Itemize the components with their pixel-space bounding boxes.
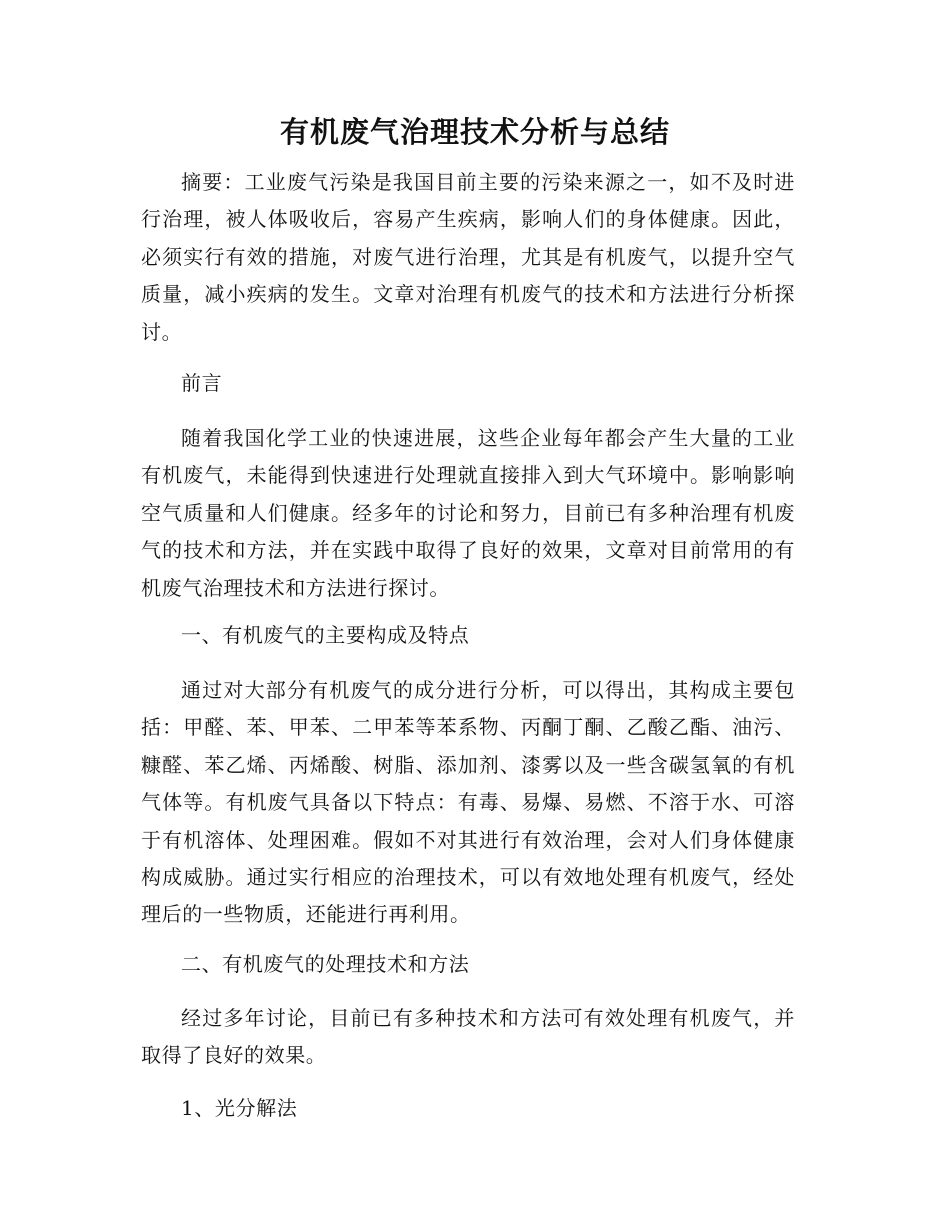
abstract-paragraph: 摘要：工业废气污染是我国目前主要的污染来源之一，如不及时进行治理，被人体吸收后，容易产生疾病，影响人们的身体健康。因此，必须实行有效的措施，对废气进行治理，尤其是有机废气，以提升空气质量，减小疾病的发生。文章对治理有机废气的技术和方法进行分析探讨。 <box>141 170 795 344</box>
section-2-paragraph: 经过多年讨论，目前已有多种技术和方法可有效处理有机废气，并取得了良好的效果。 <box>141 1006 795 1068</box>
subsection-heading-1: 1、光分解法 <box>181 1096 298 1120</box>
section-heading-2: 二、有机废气的处理技术和方法 <box>181 952 470 976</box>
section-heading-1: 一、有机废气的主要构成及特点 <box>181 623 470 647</box>
document-title: 有机废气治理技术分析与总结 <box>279 115 670 149</box>
section-1-paragraph: 通过对大部分有机废气的成分进行分析，可以得出，其构成主要包括：甲醛、苯、甲苯、二甲苯等苯系物、丙酮丁酮、乙酸乙酯、油污、糠醛、苯乙烯、丙烯酸、树脂、添加剂、漆雾以及一些含碳氢氧的有机气体等。有机废气具备以下特点：有毒、易爆、易燃、不溶于水、可溶于有机溶体、处理困难。假如不对其进行有效治理，会对人们身体健康构成威胁。通过实行相应的治理技术，可以有效地处理有机废气，经处理后的一些物质，还能进行再利用。 <box>141 678 795 927</box>
preface-heading: 前言 <box>181 371 223 395</box>
intro-paragraph: 随着我国化学工业的快速进展，这些企业每年都会产生大量的工业有机废气，未能得到快速进行处理就直接排入到大气环境中。影响影响空气质量和人们健康。经多年的讨论和努力，目前已有多种治理有机废气的技术和方法，并在实践中取得了良好的效果，文章对目前常用的有机废气治理技术和方法进行探讨。 <box>141 426 795 600</box>
